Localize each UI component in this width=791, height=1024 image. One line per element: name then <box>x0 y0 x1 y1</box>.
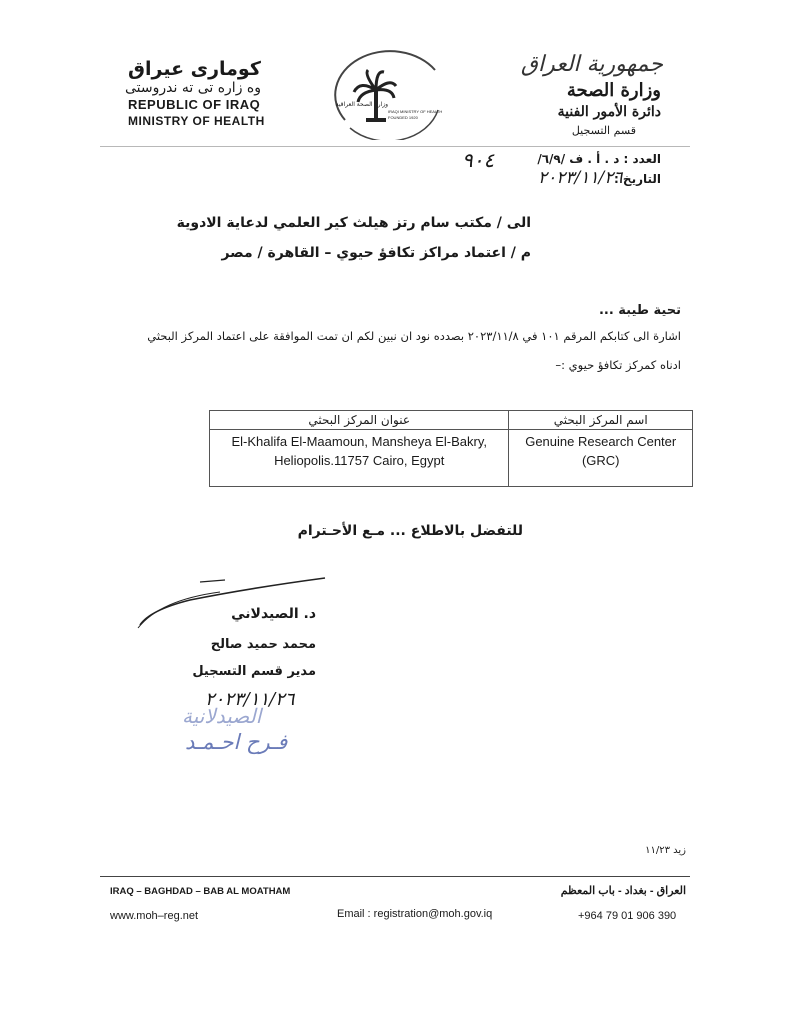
initials: زيد ١١/٢٣ <box>645 845 686 856</box>
directorate-arabic: دائرة الأمور الفنية <box>557 104 661 120</box>
body-line-2: ادناه كمركز تكافؤ حيوي :– <box>555 358 681 372</box>
handwritten-date: ٢٠٢٣/١١/٢٦ <box>205 689 295 710</box>
kurdish-country-name: كوماری عیراق <box>128 58 261 80</box>
closing: للتفضل بالاطلاع ... مـع الأحـترام <box>297 523 523 539</box>
table-row <box>210 430 693 487</box>
footer-address-en: IRAQ – BAGHDAD – BAB AL MOATHAM <box>110 886 291 897</box>
republic-english: REPUBLIC OF IRAQ <box>128 97 261 112</box>
table-header-row <box>210 411 693 430</box>
footer-website[interactable]: www.moh–reg.net <box>110 910 199 922</box>
signature-scribble <box>130 570 340 640</box>
logo-label-en: IRAQI MINISTRY OF HEALTH <box>388 109 443 114</box>
address-line-2: Heliopolis.11757 Cairo, Egypt <box>274 453 445 468</box>
addressee: الى / مكتب سام رتز هيلث كير العلمي لدعاية الادوية <box>176 215 531 231</box>
ministry-arabic: وزارة الصحة <box>566 80 661 101</box>
reference-number-handwritten: ٩٠٤ <box>462 148 495 172</box>
logo-label-ar: وزارة الصحة العراقية <box>335 101 388 108</box>
name-line-2: (GRC) <box>581 453 620 468</box>
date-value: ٢٠٢٣/١١/٢٦ <box>538 168 623 188</box>
footer-address-ar: العراق - بغداد - باب المعظم <box>560 885 686 897</box>
kurdish-ministry-name: وه زاره تی ته ندروستی <box>125 80 262 96</box>
header-address: عنوان المركز البحثي <box>210 411 509 430</box>
body-line-1: اشارة الى كتابكم المرقم ١٠١ في ٢٠٢٣/١١/٨ بصدده نود ان نبين لكم ان تمت الموافقة على اعتماد المركز البحثي <box>147 329 681 343</box>
research-center-table <box>209 410 693 487</box>
reference-number: العدد : د . أ . ف /٦/٩/ <box>537 152 661 166</box>
footer-divider <box>100 876 690 877</box>
address-line-1: El-Khalifa El-Maamoun, Mansheya El-Bakry, <box>231 434 487 449</box>
signatory-name: محمد حميد صالح <box>210 637 316 652</box>
header-divider <box>100 146 690 147</box>
cell-address <box>210 430 509 487</box>
name-line-1: Genuine Research Center <box>525 434 677 449</box>
ministry-logo <box>330 50 450 140</box>
cell-name <box>509 430 693 487</box>
header-name: اسم المركز البحثي <box>509 411 693 430</box>
footer-phone: +964 79 01 906 390 <box>578 910 677 922</box>
signatory-title: د. الصيدلاني <box>231 606 316 622</box>
signatory-position: مدير قسم التسجيل <box>192 664 316 679</box>
footer-email[interactable]: Email : registration@moh.gov.iq <box>337 908 493 920</box>
republic-arabic-calligraphy: جمهورية العراق <box>520 52 663 77</box>
stamp-line-1: الصيدلانية <box>182 704 262 728</box>
greeting: تحية طيبة ... <box>598 303 681 318</box>
logo-founded: FOUNDED 1920 <box>388 115 418 120</box>
subject: م / اعتماد مراكز تكافؤ حيوي – القاهرة / مصر <box>221 245 531 261</box>
ministry-english: MINISTRY OF HEALTH <box>128 114 265 128</box>
section-arabic: قسم التسجيل <box>571 124 636 137</box>
stamp-line-2: فـرح احـمـد <box>185 730 288 754</box>
date-label: التاريخ : <box>613 172 661 186</box>
